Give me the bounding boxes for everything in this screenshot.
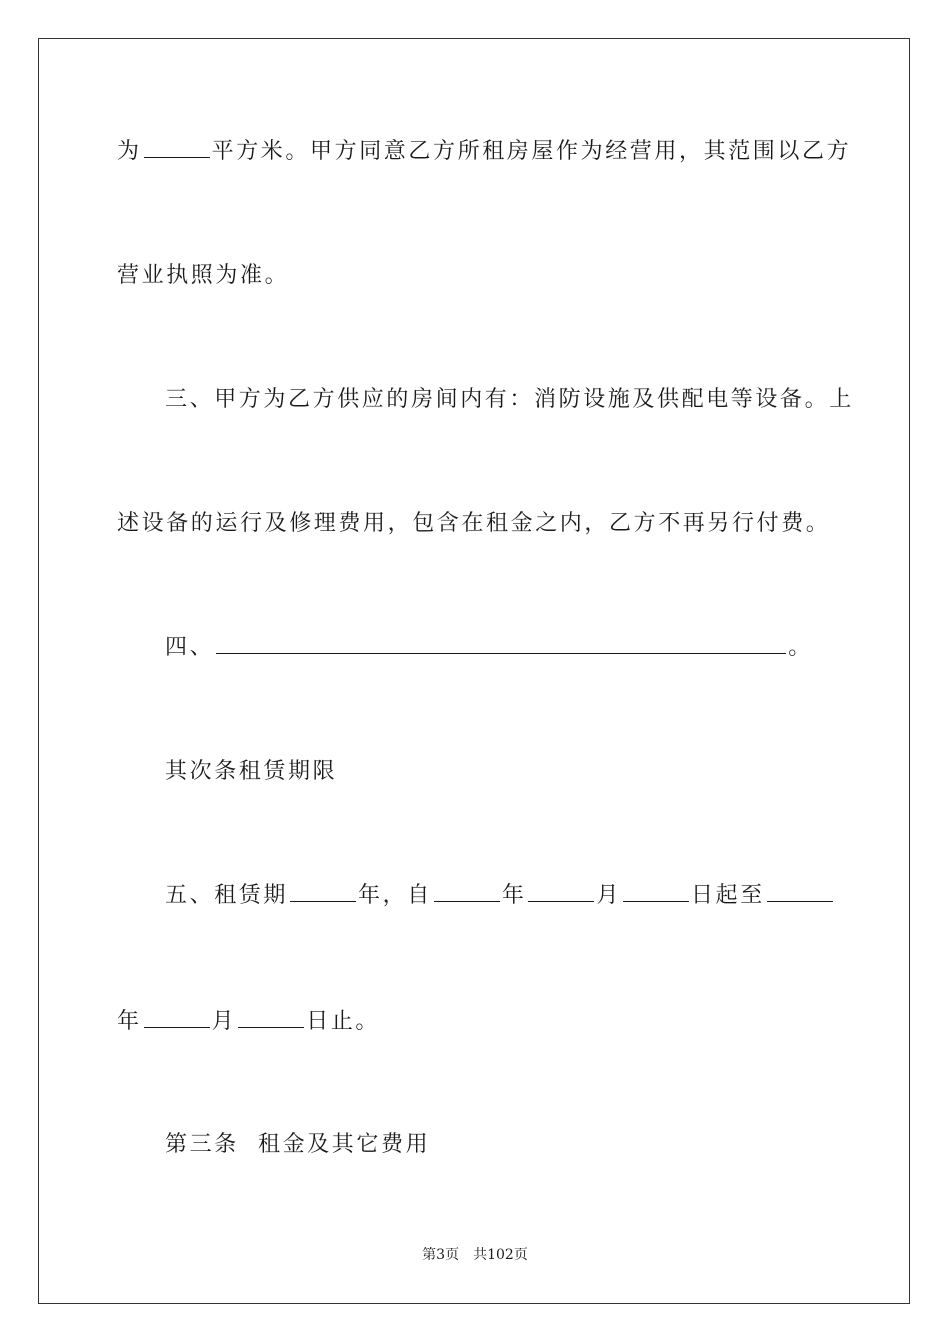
page-number: 第3页 <box>422 1247 460 1263</box>
page-footer <box>0 1246 950 1264</box>
line7-seg4: 月 <box>596 883 622 908</box>
blank-field-years[interactable] <box>290 883 356 902</box>
line7-seg5: 日起至 <box>691 883 765 908</box>
blank-field-start-day[interactable] <box>623 883 689 902</box>
text-line-scope: 营业执照为准。 <box>117 263 290 288</box>
line5-after: 。 <box>788 635 813 660</box>
text-line-area <box>117 138 851 166</box>
section-heading-rent <box>165 1131 430 1159</box>
text-line-clause-5 <box>165 882 835 910</box>
page-border <box>38 38 910 1304</box>
blank-field-end-month[interactable] <box>144 1009 210 1028</box>
text-line-clause-3-cont: 述设备的运行及修理费用，包含在租金之内，乙方不再另行付费。 <box>117 511 831 536</box>
blank-field-start-month[interactable] <box>528 883 594 902</box>
page-total: 共102页 <box>473 1247 528 1263</box>
line8-seg1: 年 <box>117 1009 142 1034</box>
blank-field-start-year[interactable] <box>434 883 500 902</box>
text-line-clause-5-cont <box>117 1008 380 1036</box>
text-line-clause-3: 三、甲方为乙方供应的房间内有：消防设施及供配电等设备。上 <box>165 387 854 412</box>
line5-before: 四、 <box>165 635 215 660</box>
line1-before: 为 <box>117 139 142 164</box>
blank-field-area[interactable] <box>144 139 210 158</box>
section-heading-lease-term: 其次条租赁期限 <box>165 759 338 784</box>
section-heading-rent-text: 第三条 租金及其它费用 <box>165 1132 431 1157</box>
blank-field-clause-4[interactable] <box>216 635 786 654</box>
line8-seg3: 日止。 <box>306 1009 381 1034</box>
line1-after: 平方米。甲方同意乙方所租房屋作为经营用，其范围以乙方 <box>211 139 852 164</box>
text-line-clause-4 <box>165 634 813 662</box>
line7-seg1: 五、租赁期 <box>165 883 289 908</box>
blank-field-end-day[interactable] <box>238 1009 304 1028</box>
line8-seg2: 月 <box>211 1009 237 1034</box>
line7-seg2: 年，自 <box>358 883 432 908</box>
line7-seg3: 年 <box>501 883 527 908</box>
blank-field-end-year[interactable] <box>767 883 833 902</box>
